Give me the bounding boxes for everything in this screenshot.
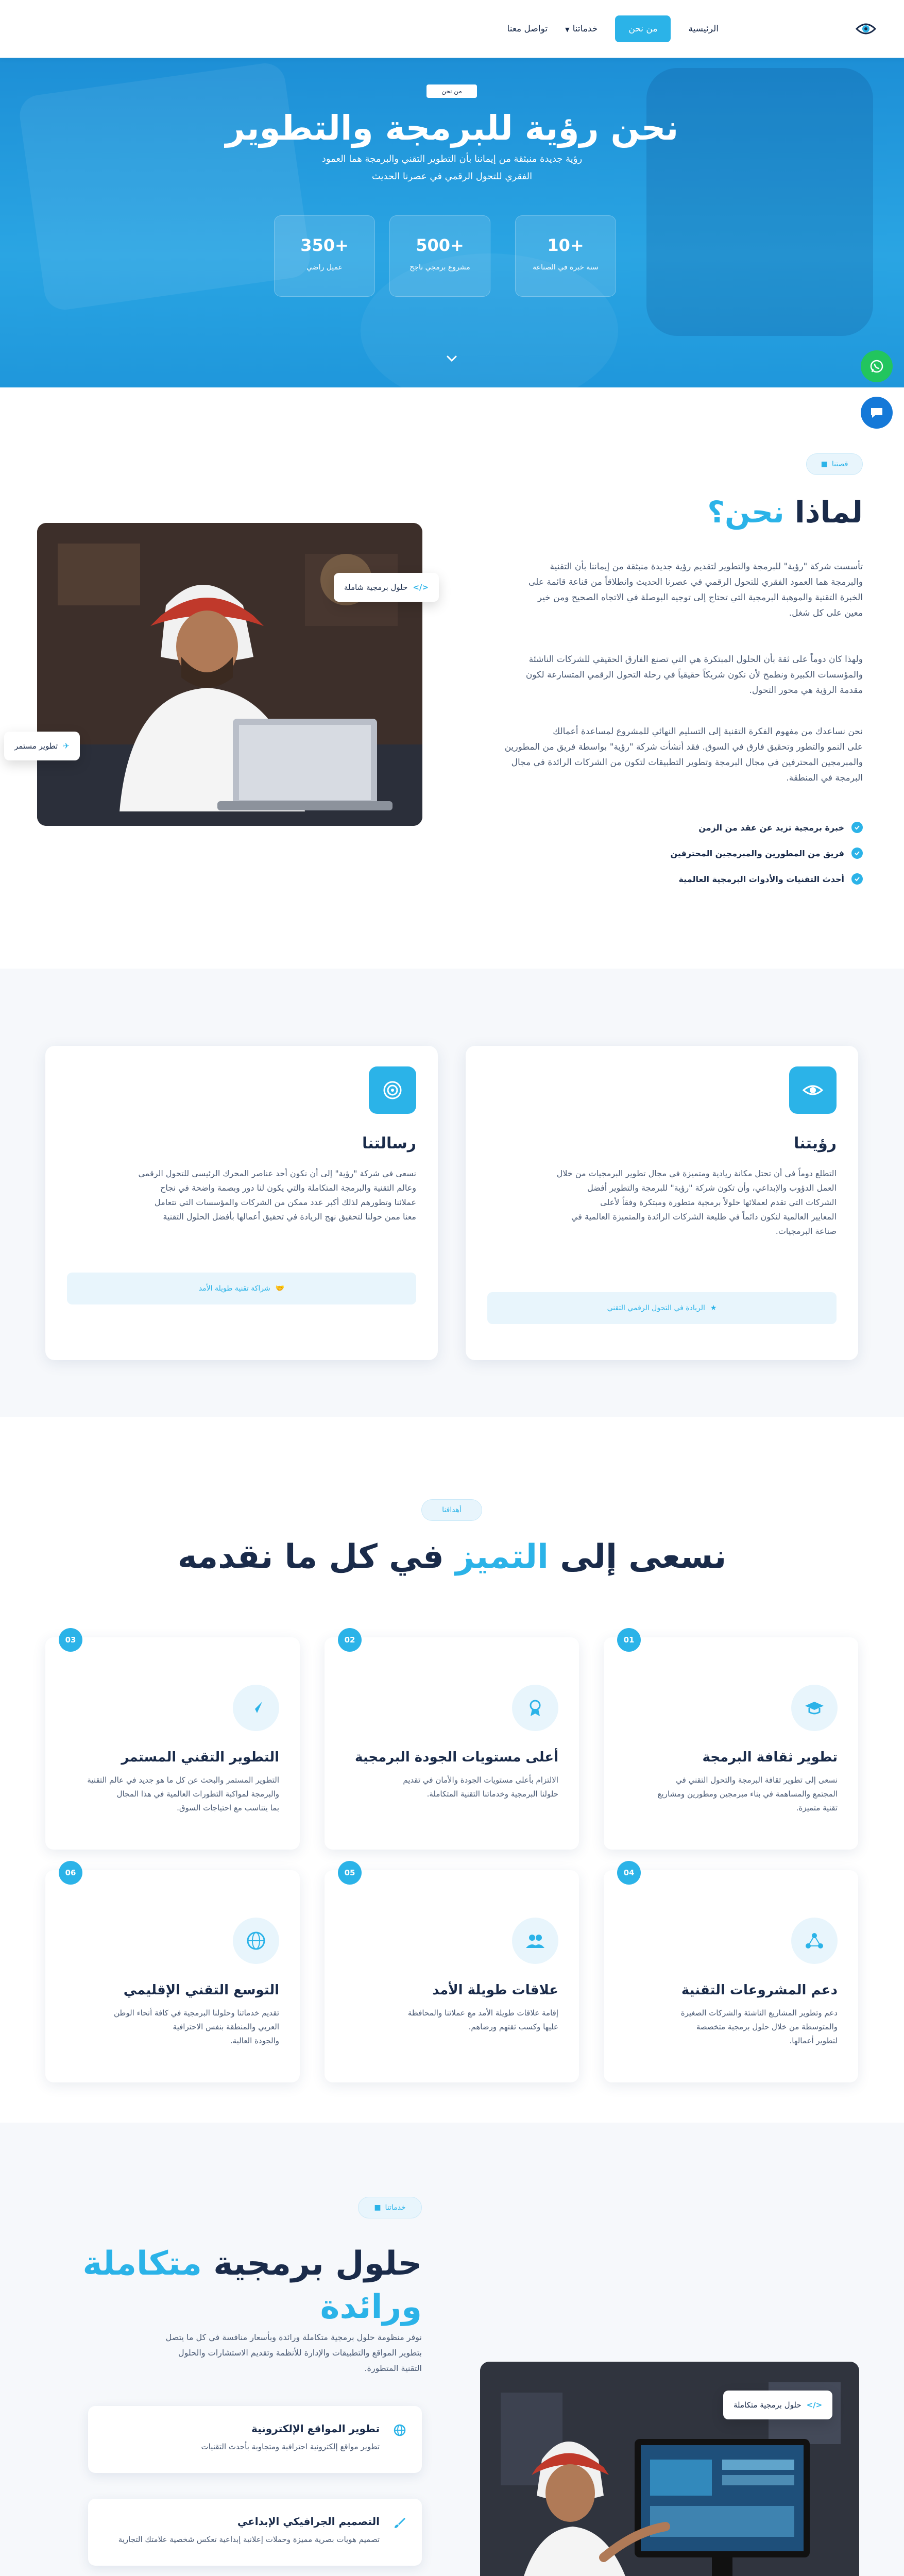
check-icon bbox=[851, 848, 863, 859]
rocket-icon: ✈ bbox=[63, 741, 70, 751]
text-line: البرمجة في المنطقة. bbox=[786, 773, 863, 783]
hero-subtitle-line: رؤية جديدة منبثقة من إيماننا بأن التطوير التقني والبرمجة هما العمود bbox=[321, 154, 583, 164]
floating-badge-solutions bbox=[334, 573, 439, 602]
strive-title-main: نسعى إلى bbox=[548, 1538, 727, 1576]
text-line: نحن نساعدك من مفهوم الفكرة التقنية إلى التسليم النهائي للمشروع لمساعدة أعمالك bbox=[553, 726, 863, 737]
strive-tag-label: أهدافنا bbox=[442, 1506, 462, 1514]
nav-contact[interactable]: تواصل معنا bbox=[507, 24, 548, 34]
text-line: التقنية المتطورة. bbox=[364, 2363, 422, 2373]
text-line: معنا ممن حولنا لتحقيق نهج الريادة في تحقيق أعمالها بأفضل الحلول التقنية bbox=[163, 1212, 416, 1222]
text-line: لتطوير أعمالها. bbox=[789, 2036, 838, 2045]
service-text: تطوير مواقع إلكترونية احترافية ومتجاوبة بأحدث التقنيات bbox=[201, 2442, 380, 2451]
graduation-cap-icon bbox=[791, 1685, 838, 1731]
developer-photo bbox=[37, 523, 422, 826]
vision-highlight bbox=[487, 1292, 837, 1324]
strive-title-end: في كل ما نقدمه bbox=[177, 1538, 456, 1576]
text-line: بما يتناسب مع احتياجات السوق. bbox=[177, 1803, 279, 1812]
scroll-down-chevron-icon[interactable] bbox=[445, 351, 459, 366]
goal-title: دعم المشروعات التقنية bbox=[681, 1982, 838, 1998]
strive-tag bbox=[421, 1499, 482, 1521]
company-logo[interactable] bbox=[855, 18, 877, 40]
text-line: إقامة علاقات طويلة الأمد مع عملائنا والمحافظة bbox=[407, 2008, 558, 2018]
why-title-main: لماذا bbox=[784, 495, 863, 530]
handshake-icon: 🤝 bbox=[275, 1284, 285, 1293]
service-item[interactable] bbox=[88, 2499, 422, 2566]
strive-title-accent: التميز bbox=[455, 1538, 549, 1576]
target-icon bbox=[369, 1066, 416, 1114]
floating-badge-label: حلول برمجية شاملة bbox=[344, 583, 408, 592]
solutions-tag-label: خدماتنا bbox=[385, 2204, 406, 2212]
text-line: تقنية متميزة. bbox=[796, 1803, 838, 1812]
text-line: ولهذا كان دوماً على ثقة بأن الحلول المبتكرة هي التي تصنع الفارق الحقيقي للشركات الناشئة bbox=[528, 654, 863, 665]
goal-card bbox=[325, 1870, 579, 2082]
goal-card bbox=[604, 1637, 858, 1850]
goal-text bbox=[345, 2006, 558, 2034]
network-icon bbox=[791, 1918, 838, 1964]
text-line: مقدمة الرؤية هي محور التحول. bbox=[749, 685, 863, 696]
text-line: الالتزام بأعلى مستويات الجودة والأمان في تقديم bbox=[403, 1775, 558, 1785]
vision-title: رؤيتنا bbox=[794, 1134, 837, 1153]
solutions-intro bbox=[87, 2330, 422, 2376]
goal-number: 03 bbox=[59, 1628, 82, 1652]
hero-badge: من نحن bbox=[427, 84, 477, 98]
floating-badge-solutions bbox=[723, 2391, 832, 2419]
goal-text bbox=[345, 1773, 558, 1801]
goal-text bbox=[624, 1773, 838, 1815]
text-line: العمل الدؤوب والإبداعي، وأن تكون شركة "رؤية" للبرمجة والتطوير أفضل bbox=[587, 1183, 837, 1193]
stat-value: +350 bbox=[300, 235, 349, 255]
goal-number: 05 bbox=[338, 1861, 362, 1885]
goal-card bbox=[45, 1637, 300, 1850]
solutions-tag bbox=[358, 2197, 422, 2218]
brush-icon bbox=[392, 2515, 407, 2531]
check-label: خبرة برمجية تزيد عن عقد من الزمن bbox=[698, 822, 844, 833]
text-line: المجتمع والمساهمة في بناء مبرمجين ومطورين ومشاريع bbox=[657, 1789, 838, 1799]
vision-text bbox=[486, 1166, 837, 1239]
why-paragraph-1 bbox=[430, 559, 863, 621]
stat-card-projects bbox=[389, 215, 490, 297]
stat-label: سنة خبرة في الصناعة bbox=[533, 263, 599, 272]
solutions-title-main: حلول برمجية bbox=[202, 2245, 422, 2283]
text-line: دعم وتطوير المشاريع الناشئة والشركات الصغيرة bbox=[680, 2008, 838, 2018]
goal-title: أعلى مستويات الجودة البرمجية bbox=[355, 1750, 558, 1765]
goal-title: تطوير ثقافة البرمجة bbox=[702, 1750, 838, 1765]
why-tag-label: قصتنا bbox=[831, 460, 848, 468]
book-icon: ■ bbox=[821, 460, 828, 468]
chat-icon bbox=[869, 405, 884, 420]
text-line: تأسست شركة "رؤية" للبرمجة والتطوير لتقديم رؤية جديدة منبثقة من إيماننا بأن التقنية bbox=[550, 562, 863, 572]
nav-services[interactable] bbox=[565, 24, 598, 34]
why-paragraph-3 bbox=[430, 724, 863, 786]
solutions-title bbox=[82, 2242, 422, 2329]
chevron-down-icon: ▼ bbox=[565, 26, 570, 33]
text-line: وعالم التقنية والبرمجة المتكاملة والتي يكون لنا دور وبصمة واضحة في نجاح bbox=[160, 1183, 416, 1193]
service-text: تصميم هويات بصرية مميزة وحملات إعلانية إبداعية تعكس شخصية علامتك التجارية bbox=[118, 2535, 380, 2544]
text-line: المعايير العالمية لنكون دائماً في طليعة الشركات الرائدة والمتميزة العالمية في bbox=[571, 1212, 837, 1222]
floating-badge-development bbox=[4, 732, 80, 760]
goal-title: التوسع التقني الإقليمي bbox=[123, 1982, 279, 1998]
globe-icon bbox=[392, 2422, 407, 2438]
rocket-icon bbox=[233, 1685, 279, 1731]
hero-section bbox=[0, 58, 904, 387]
vision-card bbox=[466, 1046, 858, 1360]
goal-card bbox=[45, 1870, 300, 2082]
mission-text bbox=[66, 1166, 416, 1224]
text-line: نسعى إلى تطوير ثقافة البرمجة والتحول التقني في bbox=[676, 1775, 838, 1785]
check-icon bbox=[851, 873, 863, 885]
goal-number: 01 bbox=[617, 1628, 641, 1652]
text-line: على النمو والتطور وتحقيق فارق في السوق. فقد أنشأت شركة "رؤية" بواسطة فريق من المطورين bbox=[504, 742, 863, 752]
check-label: أحدث التقنيات والأدوات البرمجية العالمية bbox=[678, 874, 844, 884]
mission-highlight-label: شراكة تقنية طويلة الأمد bbox=[198, 1284, 270, 1293]
why-tag bbox=[806, 453, 863, 475]
service-item[interactable] bbox=[88, 2406, 422, 2473]
text-line: صناعة البرمجيات. bbox=[775, 1226, 837, 1236]
stat-card-clients bbox=[274, 215, 375, 297]
code-icon: </> bbox=[806, 2400, 823, 2410]
why-title-accent: نحن؟ bbox=[707, 495, 784, 530]
check-item bbox=[670, 848, 863, 859]
text-line: عملائنا وتطورهم لذلك أكبر عدد ممكن من الشركات والمؤسسات التي تتعامل bbox=[155, 1197, 416, 1207]
text-line: حلولنا البرمجية وخدماتنا التقنية المتكاملة. bbox=[427, 1789, 558, 1799]
stat-value: +10 bbox=[547, 235, 584, 255]
chat-button[interactable] bbox=[861, 397, 893, 429]
check-label: فريق من المطورين والمبرمجين المحترفين bbox=[670, 848, 844, 858]
star-icon: ★ bbox=[710, 1304, 717, 1312]
briefcase-icon: ■ bbox=[374, 2204, 381, 2212]
text-line: والمتوسطة من خلال حلول برمجية متخصصة bbox=[696, 2022, 838, 2031]
goal-number: 06 bbox=[59, 1861, 82, 1885]
mission-title: رسالتنا bbox=[362, 1134, 416, 1153]
users-icon bbox=[512, 1918, 558, 1964]
text-line: والبرمجة لمواكبة التطورات العالمية في هذا المجال bbox=[116, 1789, 279, 1799]
text-line: التطوير المستمر والبحث عن كل ما هو جديد في عالم التقنية bbox=[87, 1775, 279, 1785]
stat-label: عميل راضي bbox=[306, 263, 343, 272]
service-title: تطوير المواقع الإلكترونية bbox=[251, 2422, 380, 2435]
text-line: بتطوير المواقع والتطبيقات والإدارة للأنظمة وتقديم الاستشارات والحلول bbox=[178, 2348, 422, 2358]
code-icon: </> bbox=[413, 583, 429, 592]
globe-icon bbox=[233, 1918, 279, 1964]
stat-value: +500 bbox=[416, 235, 464, 255]
text-line: الشركات التي تقدم لعملائها حلولاً برمجية متطورة ومبتكرة وفقاً لأعلى bbox=[600, 1197, 837, 1207]
goal-card bbox=[325, 1637, 579, 1850]
mission-highlight bbox=[67, 1273, 416, 1304]
whatsapp-button[interactable] bbox=[861, 350, 893, 382]
mission-card bbox=[45, 1046, 438, 1360]
check-item bbox=[678, 873, 863, 885]
text-line: العربي والمنطقة بنفس الاحترافية bbox=[173, 2022, 279, 2031]
service-title: التصميم الجرافيكي الإبداعي bbox=[237, 2515, 380, 2528]
why-title bbox=[707, 495, 863, 530]
floating-badge-label: تطوير مستمر bbox=[14, 741, 58, 751]
check-item bbox=[698, 822, 863, 833]
site-header bbox=[0, 0, 904, 58]
goal-text bbox=[66, 2006, 279, 2048]
goal-text bbox=[624, 2006, 838, 2048]
whatsapp-icon bbox=[869, 359, 884, 374]
hero-bg-shape bbox=[17, 61, 312, 312]
hero-title: نحن رؤية للبرمجة والتطوير bbox=[225, 108, 679, 148]
solutions-title-accent: متكاملة bbox=[82, 2245, 202, 2283]
text-line: والمبرمجين المحترفين في مجال البرمجة وتطوير التطبيقات لتكون من الشركات الرائدة في مجال bbox=[511, 757, 863, 768]
check-icon bbox=[851, 822, 863, 833]
text-line: عليها وكسب ثقتهم ورضاهم. bbox=[468, 2022, 558, 2031]
eye-icon bbox=[789, 1066, 837, 1114]
why-paragraph-2 bbox=[430, 652, 863, 698]
text-line: تقديم خدماتنا وحلولنا البرمجية في كافة أنحاء الوطن bbox=[113, 2008, 279, 2018]
goal-text bbox=[66, 1773, 279, 1815]
goal-card bbox=[604, 1870, 858, 2082]
hero-subtitle bbox=[0, 150, 904, 185]
goal-number: 02 bbox=[338, 1628, 362, 1652]
text-line: نسعى في شركة "رؤية" إلى أن نكون أحد عناصر المحرك الرئيسي للتحول الرقمي bbox=[138, 1168, 416, 1178]
goal-number: 04 bbox=[617, 1861, 641, 1885]
text-line: والمؤسسات الكبيرة ونطمح لأن نكون شريكاً حقيقياً في رحلة التحول الرقمي المتسارعة لكون bbox=[525, 670, 863, 680]
stat-card-years bbox=[515, 215, 616, 297]
text-line: والجودة العالية. bbox=[230, 2036, 279, 2045]
solutions-title-accent: ورائدة bbox=[320, 2288, 422, 2326]
goal-title: التطوير التقني المستمر bbox=[121, 1750, 279, 1765]
strive-title bbox=[0, 1538, 904, 1576]
text-line: الخبرة التقنية والموهبة البرمجية التي تحتاج إلى توجيه البوصلة في الاتجاه الصحيح ومن خير bbox=[537, 592, 863, 603]
nav-services-label: خدماتنا bbox=[572, 24, 598, 34]
floating-badge-label: حلول برمجية متكاملة bbox=[734, 2400, 801, 2410]
goal-title: علاقات طويلة الأمد bbox=[432, 1982, 558, 1998]
stat-label: مشروع برمجي ناجح bbox=[410, 263, 470, 272]
nav-home[interactable]: الرئيسية bbox=[688, 24, 719, 34]
vision-highlight-label: الريادة في التحول الرقمي التقني bbox=[607, 1304, 705, 1312]
text-line: التطلع دوماً في أن تحتل مكانة ريادية ومتميزة في مجال تطوير البرمجيات من خلال bbox=[556, 1168, 837, 1178]
hero-subtitle-line: الفقري للتحول الرقمي في عصرنا الحديث bbox=[371, 171, 533, 182]
nav-about[interactable]: من نحن bbox=[615, 15, 671, 42]
text-line: والبرمجة هما العمود الفقري للتحول الرقمي في عصرنا الحديث وانطلاقاً من قناعة قائمة على bbox=[528, 577, 863, 587]
main-nav bbox=[507, 14, 719, 43]
text-line: نوفر منظومة حلول برمجية متكاملة ورائدة وبأسعار منافسة في كل ما يتصل bbox=[165, 2332, 422, 2342]
award-icon bbox=[512, 1685, 558, 1731]
text-line: معين على كل شغل. bbox=[789, 608, 863, 618]
